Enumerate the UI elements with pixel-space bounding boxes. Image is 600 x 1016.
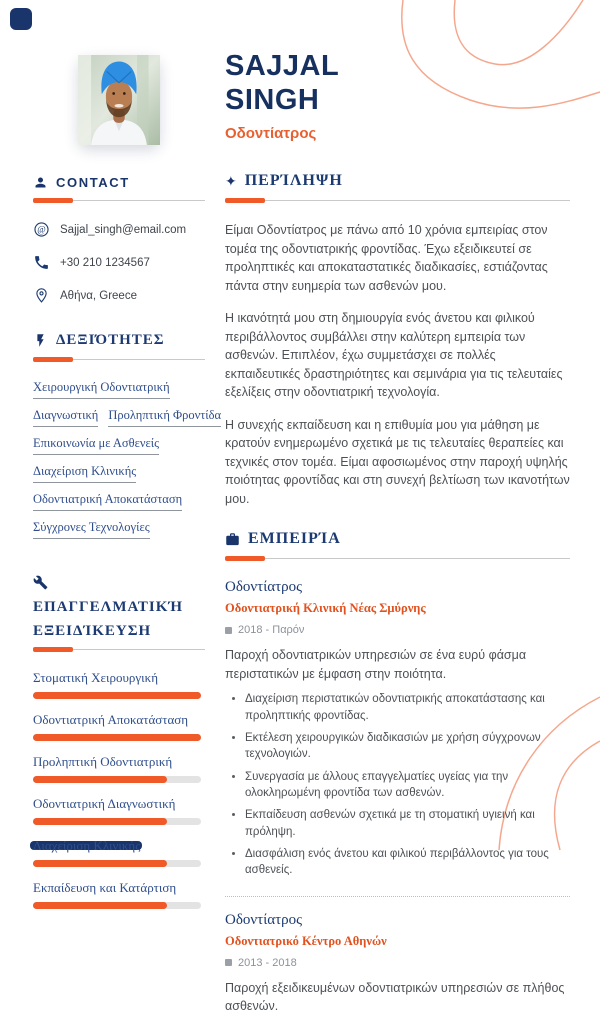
contact-item-location xyxy=(33,287,205,304)
job-description: Παροχή εξειδικευμένων οδοντιατρικών υπηρεσιών σε πλήθος ασθενών. xyxy=(225,980,565,1014)
job-company: Οδοντιατρικό Κέντρο Αθηνών xyxy=(225,933,387,948)
job-bullet: • Διαχείριση περιστατικών οδοντιατρικής αποκατάστασης και προληπτικής φροντίδας. xyxy=(245,691,570,724)
skill-tag: Οδοντιατρική Αποκατάσταση xyxy=(33,492,182,511)
skill-tag: Διαγνωστική xyxy=(33,408,98,427)
skill-bar-track xyxy=(33,692,201,699)
expertise-label: Προληπτική Οδοντιατρική xyxy=(33,753,173,769)
expertise-item xyxy=(33,838,205,867)
job-period: 2018 - Παρόν xyxy=(238,624,305,637)
contact-item-phone xyxy=(33,254,205,271)
wrench-icon xyxy=(33,575,205,595)
candidate-last-name: SINGH xyxy=(225,83,320,116)
skill-tag: Χειρουργική Οδοντιατρική xyxy=(33,380,170,399)
skill-bar-track xyxy=(33,860,201,867)
calendar-square-icon xyxy=(225,959,232,966)
section-underline xyxy=(225,556,570,561)
section-summary xyxy=(225,172,570,508)
skill-tag: Επικοινωνία με Ασθενείς xyxy=(33,436,159,455)
expertise-item xyxy=(33,880,205,909)
job-bullet: • Εκτέλεση χειρουργικών διαδικασιών με χρήση σύγχρονων τεχνολογιών. xyxy=(245,730,570,763)
job-bullet: • Διασφάλιση ενός άνετου και φιλικού περιβάλλοντος για τους ασθενείς. xyxy=(245,846,570,879)
skill-bar-track xyxy=(33,776,201,783)
summary-paragraph: Η συνεχής εκπαίδευση και η επιθυμία μου για μάθηση με κρατούν ενημερωμένο σχετικά με τις τελευταίες θεραπείες και τεχνικές στον τομέα. Είμαι αφοσιωμένος στην παροχή υψηλής ποιότητας φροντίδας και στη συνεχή βελτίωση των ικανοτήτων μου. xyxy=(225,417,570,506)
svg-text:@: @ xyxy=(37,224,46,235)
summary-paragraph: Η ικανότητά μου στη δημιουργία ενός άνετου και φιλικού περιβάλλοντος συμβάλλει στην καλύτερη εμπειρία των ασθενών. Επιπλέον, έχω συμμετάσχει σε πολλές εκπαιδευτικές δραστηριότητες και σεμινάρια για τις τελευταίες εξελίξεις στην οδοντιατρική τεχνολογία. xyxy=(225,311,563,400)
job-company: Οδοντιατρική Κλινική Νέας Σμύρνης xyxy=(225,601,426,616)
summary-paragraph: Είμαι Οδοντίατρος με πάνω από 10 χρόνια εμπειρίας στον τομέα της οδοντιατρικής φροντίδας. Έχω εξειδικευτεί σε προληπτικές και αποκαταστατικές διαδικασίες, εστιάζοντας πάντα στην ευημερία των ασθενών μου. xyxy=(225,223,548,293)
sidebar xyxy=(33,55,222,922)
phone-icon xyxy=(33,254,50,271)
section-underline xyxy=(225,198,570,203)
job-period-row xyxy=(225,957,570,969)
at-icon xyxy=(33,221,50,238)
job-title: Οδοντίατρος xyxy=(225,911,303,928)
calendar-square-icon xyxy=(225,627,232,634)
skill-bar-fill xyxy=(33,818,167,825)
skills-heading: ΔΕΞΙΌΤΗΤΕΣ xyxy=(56,332,165,348)
skill-tags xyxy=(33,380,225,539)
section-experience xyxy=(225,530,570,1015)
expertise-label: Εκπαίδευση και Κατάρτιση xyxy=(33,879,177,895)
contact-phone-text: +30 210 1234567 xyxy=(60,256,150,269)
job-period-row xyxy=(225,624,570,636)
skill-bar-fill xyxy=(33,734,201,741)
skill-tag: Διαχείριση Κλινικής xyxy=(33,464,136,483)
profile-photo xyxy=(78,55,160,145)
person-icon xyxy=(33,175,48,190)
job-period: 2013 - 2018 xyxy=(238,956,297,969)
main-column xyxy=(225,50,570,1016)
section-contact xyxy=(33,175,205,304)
summary-heading: ΠΕΡΊΛΗΨΗ xyxy=(244,172,343,190)
candidate-first-name: SAJJAL xyxy=(225,50,340,82)
job-bullet: • Συνεργασία με άλλους επαγγελματίες υγείας για την ολοκληρωμένη φροντίδα των ασθενών. xyxy=(245,769,570,802)
expertise-label: Διαχείριση Κλινικής xyxy=(33,837,141,853)
job-bullet-list xyxy=(231,691,570,878)
sparkle-icon: ✦ xyxy=(225,173,237,190)
dotted-divider xyxy=(225,896,570,897)
job-entry xyxy=(225,912,570,1016)
expertise-heading-line1: ΕΠΑΓΓΕΛΜΑΤΙΚΉ xyxy=(33,599,184,615)
expertise-item xyxy=(33,796,205,825)
expertise-item xyxy=(33,712,205,741)
expertise-label: Οδοντιατρική Διαγνωστική xyxy=(33,795,176,811)
contact-item-email xyxy=(33,221,205,238)
contact-email-text: Sajjal_singh@email.com xyxy=(60,223,187,236)
candidate-title: Οδοντίατρος xyxy=(225,125,317,143)
skill-bar-fill xyxy=(33,692,201,699)
expertise-label: Οδοντιατρική Αποκατάσταση xyxy=(33,711,189,727)
skill-bar-track xyxy=(33,734,201,741)
map-pin-icon xyxy=(33,287,50,304)
skill-tag: Σύγχρονες Τεχνολογίες xyxy=(33,520,150,539)
skill-bar-fill xyxy=(33,776,167,783)
skill-bar-fill xyxy=(33,860,167,867)
job-title: Οδοντίατρος xyxy=(225,579,303,596)
contact-heading: CONTACT xyxy=(56,175,130,190)
avatar-illustration xyxy=(78,55,160,145)
skill-tag: Προληπτική Φροντίδα xyxy=(108,408,221,427)
expertise-item xyxy=(33,670,205,699)
expertise-heading-line2: ΕΞΕΙΔΊΚΕΥΣΗ xyxy=(33,622,152,639)
section-skills xyxy=(33,332,222,539)
candidate-name xyxy=(225,50,570,117)
experience-heading: ΕΜΠΕΙΡΊΑ xyxy=(248,530,341,548)
expertise-label: Στοματική Χειρουργική xyxy=(33,669,159,685)
job-bullet: • Εκπαίδευση ασθενών σχετικά με τη στοματική υγιεινή και πρόληψη. xyxy=(245,807,570,840)
section-underline xyxy=(33,647,205,652)
briefcase-icon xyxy=(225,532,240,547)
section-underline xyxy=(33,198,205,203)
corner-accent-square xyxy=(10,8,32,30)
section-expertise xyxy=(33,575,205,909)
skill-bar-track xyxy=(33,818,201,825)
section-underline xyxy=(33,357,205,362)
contact-location-text: Αθήνα, Greece xyxy=(60,289,137,302)
job-entry xyxy=(225,579,570,878)
skill-bar-track xyxy=(33,902,201,909)
lightning-bolt-icon xyxy=(33,333,48,348)
skill-bar-fill xyxy=(33,902,167,909)
expertise-item xyxy=(33,754,205,783)
job-description: Παροχή οδοντιατρικών υπηρεσιών σε ένα ευρύ φάσμα περιστατικών με έμφαση στην ποιότητα. xyxy=(225,648,527,681)
